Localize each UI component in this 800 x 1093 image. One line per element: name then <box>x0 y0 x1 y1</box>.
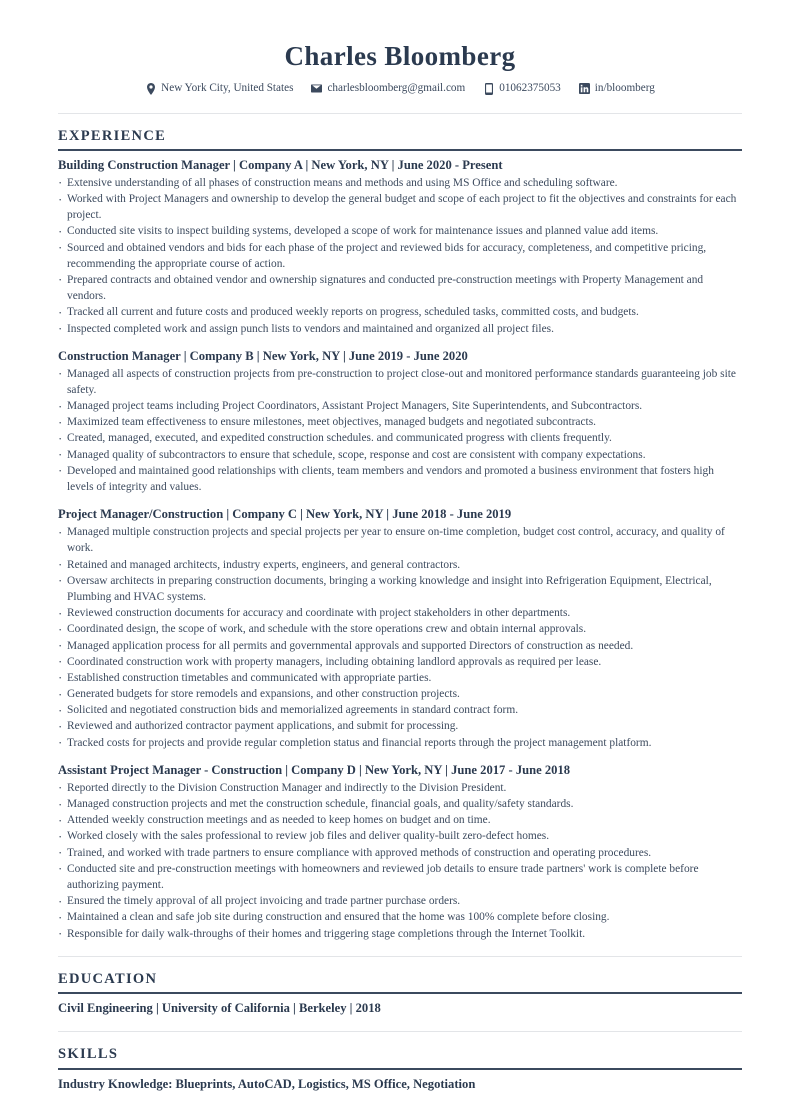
job-title: Building Construction Manager | Company A | New York, NY | June 2020 - Present <box>58 157 503 172</box>
bullet: · Maximized team effectiveness to ensure milestones, meet objectives, managed budgets and negotiated subcontracts. <box>58 414 742 430</box>
section-divider-experience <box>58 113 742 114</box>
section-skills <box>58 1031 742 1093</box>
section-education <box>58 956 742 1018</box>
resume-header <box>58 0 742 95</box>
bullet: · Reviewed construction documents for accuracy and coordinate with project stakeholders in other departments. <box>58 605 742 621</box>
bullet: · Established construction timetables and communicated with appropriate parties. <box>58 670 742 686</box>
contact-location-text: New York City, United States <box>161 82 294 95</box>
bullet: · Managed application process for all permits and governmental approvals and supported Directors of construction as needed. <box>58 638 742 654</box>
experience-item <box>58 506 742 751</box>
job-title: Project Manager/Construction | Company C | New York, NY | June 2018 - June 2019 <box>58 507 512 522</box>
section-divider-education <box>58 956 742 957</box>
bullet: · Extensive understanding of all phases of construction means and methods and using MS Office and scheduling software. <box>58 175 742 191</box>
bullet: · Managed project teams including Project Coordinators, Assistant Project Managers, Site Superintendents, and Subcontractors. <box>58 398 742 414</box>
bullet: · Managed multiple construction projects and special projects per year to ensure on-time completion, budget cost control, accuracy, and quality of work. <box>58 524 742 556</box>
experience-item <box>58 348 742 496</box>
bullet: · Coordinated design, the scope of work, and schedule with the store operations crew and obtain internal approvals. <box>58 621 742 637</box>
linkedin-icon <box>579 83 590 95</box>
experience-item <box>58 157 742 337</box>
bullet: · Managed construction projects and met the construction schedule, financial goals, and quality/safety standards. <box>58 796 742 812</box>
bullet: · Managed quality of subcontractors to ensure that schedule, scope, response and cost are consistent with company expectations. <box>58 447 742 463</box>
bullet: · Tracked all current and future costs and produced weekly reports on progress, scheduled tasks, committed costs, and budgets. <box>58 304 742 320</box>
contact-email-text: charlesbloomberg@gmail.com <box>327 82 466 95</box>
job-bullets <box>58 524 742 751</box>
bullet: · Oversaw architects in preparing construction documents, bringing a working knowledge and insight into Refrigeration Equipment, Electrical, Plumbing and HVAC systems. <box>58 573 742 605</box>
job-title: Construction Manager | Company B | New York, NY | June 2019 - June 2020 <box>58 348 468 363</box>
bullet: · Trained, and worked with trade partners to ensure compliance with approved methods of construction and operating procedures. <box>58 845 742 861</box>
job-bullets <box>58 780 742 942</box>
skills-list <box>58 1070 742 1093</box>
bullet: · Tracked costs for projects and provide regular completion status and financial reports through the project management platform. <box>58 735 742 751</box>
bullet: · Inspected completed work and assign punch lists to vendors and maintained and organized all project files. <box>58 321 742 337</box>
bullet: · Developed and maintained good relationships with clients, team members and vendors and promoted a business environment that fosters high levels of integrity and values. <box>58 463 742 495</box>
bullet: · Managed all aspects of construction projects from pre-construction to project close-out and monitored performance standards guaranteeing job site safety. <box>58 366 742 398</box>
section-experience <box>58 113 742 942</box>
bullet: · Sourced and obtained vendors and bids for each phase of the project and reviewed bids for accuracy, completeness, and competitive pricing, recommending the appropriate course of action. <box>58 240 742 272</box>
contact-linkedin-text: in/bloomberg <box>594 82 655 95</box>
bullet: · Conducted site and pre-construction meetings with homeowners and reviewed job details to ensure trade partners' work is complete before authorizing payment. <box>58 861 742 893</box>
bullet: · Solicited and negotiated construction bids and memorialized agreements in standard contract form. <box>58 702 742 718</box>
education-list <box>58 994 742 1018</box>
envelope-icon <box>311 83 322 95</box>
bullet: · Coordinated construction work with property managers, including obtaining landlord approvals as required per lease. <box>58 654 742 670</box>
bullet: · Responsible for daily walk-throughs of their homes and triggering stage completions through the Internet Toolkit. <box>58 926 742 942</box>
map-pin-icon <box>145 83 156 95</box>
bullet: · Retained and managed architects, industry experts, engineers, and general contractors. <box>58 557 742 573</box>
bullet: · Reviewed and authorized contractor payment applications, and submit for processing. <box>58 718 742 734</box>
section-title-skills: SKILLS <box>58 1046 119 1063</box>
skills-entry: Industry Knowledge: Blueprints, AutoCAD, Logistics, MS Office, Negotiation <box>58 1076 476 1091</box>
bullet: · Created, managed, executed, and expedited construction schedules. and communicated progress with clients frequently. <box>58 430 742 446</box>
job-bullets <box>58 175 742 337</box>
bullet: · Ensured the timely approval of all project invoicing and trade partner purchase orders. <box>58 893 742 909</box>
contact-linkedin[interactable] <box>579 83 655 95</box>
candidate-name: Charles Bloomberg <box>284 41 516 71</box>
header-spacer <box>58 95 742 113</box>
experience-list <box>58 151 742 942</box>
bullet: · Maintained a clean and safe job site during construction and ensured that the home was 100% complete before closing. <box>58 909 742 925</box>
education-spacer <box>58 1017 742 1031</box>
bullet: · Generated budgets for store remodels and expansions, and other construction projects. <box>58 686 742 702</box>
bullet: · Reported directly to the Division Construction Manager and indirectly to the Division President. <box>58 780 742 796</box>
bullet: · Conducted site visits to inspect building systems, developed a scope of work for maintenance issues and planned value add items. <box>58 223 742 239</box>
section-title-experience: EXPERIENCE <box>58 127 167 144</box>
section-divider-skills <box>58 1031 742 1032</box>
contact-phone-text: 01062375053 <box>499 82 561 95</box>
job-bullets <box>58 366 742 496</box>
bullet: · Attended weekly construction meetings and as needed to keep homes on budget and on time. <box>58 812 742 828</box>
experience-item <box>58 762 742 942</box>
contact-location <box>145 83 293 95</box>
contact-email[interactable] <box>311 83 465 95</box>
bullet: · Prepared contracts and obtained vendor and ownership signatures and conducted pre-construction meetings with Property Management and vendors. <box>58 272 742 304</box>
phone-icon <box>483 83 494 95</box>
contact-line <box>58 83 742 95</box>
bullet: · Worked with Project Managers and ownership to develop the general budget and scope of each project to fit the objectives and constraints for each project. <box>58 191 742 223</box>
education-entry: Civil Engineering | University of California | Berkeley | 2018 <box>58 1000 381 1015</box>
bullet: · Worked closely with the sales professional to review job files and deliver quality-built zero-defect homes. <box>58 828 742 844</box>
job-title: Assistant Project Manager - Construction | Company D | New York, NY | June 2017 - June 2018 <box>58 762 571 777</box>
contact-phone[interactable] <box>483 83 561 95</box>
section-title-education: EDUCATION <box>58 970 158 987</box>
experience-spacer <box>58 942 742 956</box>
